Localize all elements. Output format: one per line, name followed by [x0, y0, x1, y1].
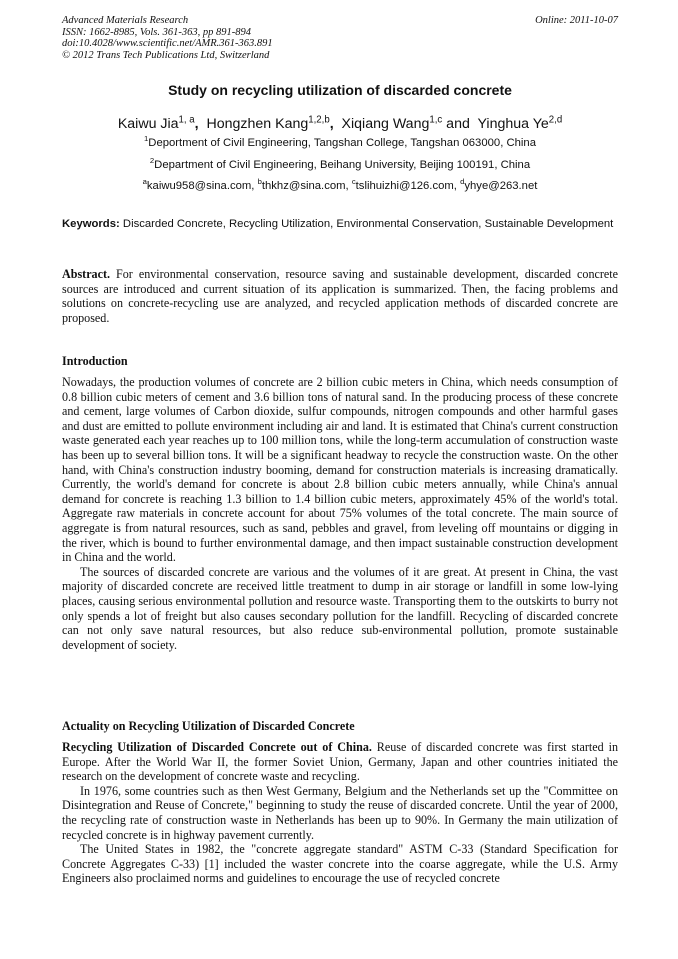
email-sup: d	[460, 177, 465, 187]
author-sup: 2,d	[548, 114, 563, 126]
aff-sup: 1	[144, 134, 149, 144]
author-sup: 1,c	[429, 114, 443, 126]
section-heading-introduction: Introduction	[62, 354, 128, 368]
author-list	[62, 116, 618, 132]
email-link[interactable]: yhye@263.net	[464, 180, 538, 192]
abstract-text: For environmental conservation, resource saving and sustainable development, discarded concrete sources are introduced and current situation of its application is summarized. Then, the facing problems and solutions on concrete-recycling use are analyzed, and recycled application methods of discarded concrete are proposed.	[62, 267, 618, 325]
section-heading-actuality: Actuality on Recycling Utilization of Discarded Concrete	[62, 719, 355, 733]
copyright-line: © 2012 Trans Tech Publications Ltd, Switzerland	[62, 49, 270, 61]
subsection-label: Recycling Utilization of Discarded Concrete out of China.	[62, 740, 372, 754]
paragraph: Nowadays, the production volumes of concrete are 2 billion cubic meters in China, which needs consumption of 0.8 billion cubic meters of cement and 3.6 billion tons of natural sand. In the producing process of these concrete and cement, large volumes of Carbon dioxide, sulfur compounds, nitrogen compounds and other harmful gases and dust are emitted to pollute environment including air and land. It is estimated that China's current construction waste generated each year reaches up to 100 million tons, while the long-term accumulation of construction waste has been up to several billion tons. It will be a significant headway to recycle the construction waste. On the other hand, with China's construction industry booming, demand for construction materials is increasing dramatically. Currently, the world's demand for concrete is about 2.8 billion cubic meters annually, while China's annual demand for concrete is reaching 1.3 billion to 1.4 billion cubic meters, approximately 45% of the world's total. Aggregate raw materials in concrete account for about 75% volumes of the total concrete. The main source of aggregate is from natural resources, such as sand, pebbles and gravel, from leveling off mountains or digging in the river, which is bound to further environmental damage, and then impact sustainable construction development in China and the world.	[62, 375, 618, 565]
aff-sup: 2	[149, 156, 155, 166]
introduction-body	[62, 375, 618, 652]
paragraph: Reuse of discarded concrete was first started in Europe. After the World War II, the former Soviet Union, Germany, Japan and other countries initiated the research on the development of concrete waste and recycling.	[62, 740, 618, 784]
doi-line[interactable]: doi:10.4028/www.scientific.net/AMR.361-363.891	[62, 38, 273, 49]
keywords-block	[62, 217, 618, 232]
aff-text: Deportment of Civil Engineering, Tangshan College, Tangshan 063000, China	[148, 137, 536, 149]
aff-text: Department of Civil Engineering, Beihang University, Beijing 100191, China	[154, 159, 531, 171]
email-link[interactable]: kaiwu958@sina.com	[146, 180, 252, 192]
author-sep: ,	[194, 116, 199, 132]
keywords-label: Keywords:	[62, 218, 120, 230]
online-date: Online: 2011-10-07	[535, 15, 618, 26]
email-sup: c	[351, 177, 356, 187]
abstract-block	[62, 267, 618, 325]
paragraph: In 1976, some countries such as then West Germany, Belgium and the Netherlands set up the "Committee on Disintegration and Reuse of Concrete," beginning to study the reuse of discarded concrete. Until the year of 2000, the recycling rate of construction waste in Netherlands has been up to 90%. In Germany the main utilization of recycled concrete is in highway pavement currently.	[62, 783, 618, 842]
author-name: Kaiwu Jia	[117, 116, 179, 132]
paper-title: Study on recycling utilization of discarded concrete	[168, 82, 512, 98]
abstract-label: Abstract.	[62, 267, 111, 281]
author-sep: ,	[329, 116, 334, 132]
paragraph: The sources of discarded concrete are various and the volumes of it are great. At present in China, the vast majority of discarded concrete are received little treatment to dump in air storage or landfill in some low-lying places, causing serious environmental pollution and resource waste. Transporting them to the outskirts to burry not only spends a lot of freight but also causes secondary pollution for the landfill. Recycling of discarded concrete can not only save natural resources, but also reduce sub-environmental pollution, promote sustainable development of society.	[62, 564, 618, 652]
author-name: Yinghua Ye	[477, 116, 549, 132]
email-link[interactable]: tslihuizhi@126.com	[355, 180, 454, 192]
email-sup: b	[257, 177, 262, 187]
journal-header	[62, 15, 618, 61]
email-sup: a	[142, 177, 147, 187]
author-name: Xiqiang Wang	[341, 116, 430, 132]
affiliation-1	[62, 134, 618, 149]
journal-name: Advanced Materials Research	[62, 15, 189, 26]
author-sep: and	[442, 116, 470, 132]
paragraph: The United States in 1982, the "concrete aggregate standard" ASTM C-33 (Standard Specification for Concrete Aggregates C-33) [1] included the waster concrete into the coarse aggregate, while the U.S. Army Engineers also proclaimed norms and guidelines to encourage the use of recycled concrete	[62, 842, 618, 886]
keywords-text: Discarded Concrete, Recycling Utilization, Environmental Conservation, Sustainable Development	[122, 218, 614, 230]
email-link[interactable]: thkhz@sina.com	[261, 180, 346, 192]
email-list: $^a$kaiwu958@sina.com, $^b$thkhz@sina.com, $^c$tslihuizhi@126.com, $^d$yhye@263.net	[142, 177, 538, 192]
author-sup: 1,2,b	[308, 114, 330, 126]
affiliation-2	[62, 156, 618, 171]
author-name: Hongzhen Kang	[206, 116, 309, 132]
actuality-body	[62, 740, 618, 886]
author-sup: 1, a	[178, 114, 195, 126]
issn-line: ISSN: 1662-8985, Vols. 361-363, pp 891-894	[62, 26, 251, 38]
